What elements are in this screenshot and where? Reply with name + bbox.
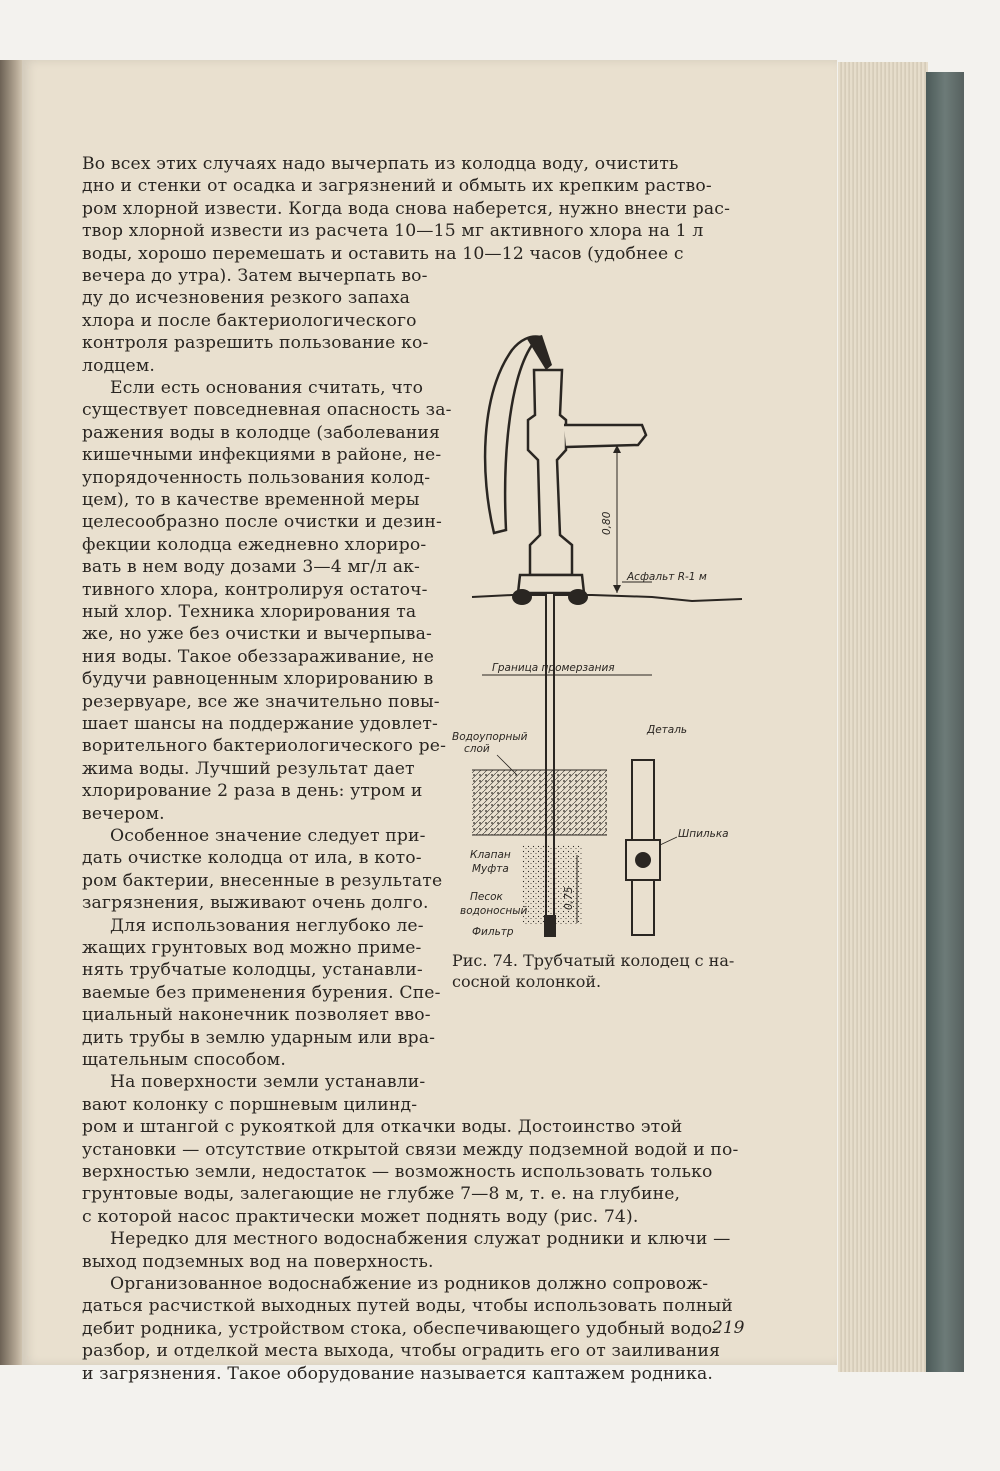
text-line: верхностью земли, недостаток — возможность использовать только <box>82 1162 713 1182</box>
label-frost: Граница промерзания <box>492 662 615 674</box>
text-line: целесообразно после очистки и дезин- <box>82 512 442 533</box>
text-line: Если есть основания считать, что <box>110 378 424 398</box>
text-line: контроля разрешить пользование ко- <box>82 333 429 354</box>
sand-zone <box>522 845 582 925</box>
text-line: Для использования неглубоко ле- <box>110 915 424 936</box>
text-line: ду до исчезновения резкого запаха <box>82 288 411 309</box>
text-line: твор хлорной извести из расчета 10—15 мг активного хлора на 1 л <box>82 221 704 242</box>
label-depth: 0,75 <box>563 886 575 910</box>
text-line: воды, хорошо перемешать и оставить на 10—12 часов (удобнее с <box>82 243 684 264</box>
text-line: вать в нем воду дозами 3—4 мг/л ак- <box>82 557 420 578</box>
text-line: резервуаре, все же значительно повы- <box>82 691 440 712</box>
label-sand-2: водоносный <box>460 905 528 917</box>
text-line: существует повседневная опасность за- <box>82 400 452 421</box>
pump-spout <box>564 425 646 447</box>
label-aquiclude-2: слой <box>464 743 490 755</box>
text-line: жащих грунтовых вод можно приме- <box>82 938 422 958</box>
page-number: 219 <box>712 1318 745 1338</box>
text-line: хлора и после бактериологического <box>82 310 417 331</box>
text-line: жима воды. Лучший результат дает <box>82 758 415 779</box>
text-line: Во всех этих случаях надо вычерпать из колодца воду, очистить <box>82 154 679 174</box>
text-line: лодцем. <box>82 355 155 376</box>
text-line: и загрязнения. Такое оборудование называется каптажем родника. <box>82 1363 713 1384</box>
label-sand-1: Песок <box>470 891 503 903</box>
text-line: даться расчисткой выходных путей воды, чтобы использовать полный <box>82 1296 733 1317</box>
text-line: ный хлор. Техника хлорирования та <box>82 602 417 622</box>
label-pin: Шпилька <box>678 828 729 840</box>
text-line: дить трубы в землю ударным или вра- <box>82 1027 436 1048</box>
detail-pipe-top <box>632 760 654 840</box>
text-line: дать очистке колодца от ила, в кото- <box>82 848 422 869</box>
text-line: Нередко для местного водоснабжения служат родники и ключи — <box>110 1229 731 1250</box>
detail-pipe-bottom <box>632 880 654 935</box>
text-line: разбор, и отделкой места выхода, чтобы оградить его от заиливания <box>82 1341 721 1362</box>
label-coupling: Муфта <box>472 863 509 875</box>
book-page <box>22 60 837 1384</box>
text-line: шает шансы на поддержание удовлет- <box>82 714 438 734</box>
text-line: будучи равноценным хлорированию в <box>82 669 434 690</box>
text-line: грунтовые воды, залегающие не глубже 7—8 м, т. е. на глубине, <box>82 1184 681 1205</box>
label-filter: Фильтр <box>472 926 514 938</box>
text-line: ром бактерии, внесенные в результате <box>82 870 443 891</box>
text-line: ваемые без применения бурения. Спе- <box>82 982 441 1003</box>
book-cover-edge <box>926 72 964 1372</box>
text-line: Особенное значение следует при- <box>110 826 426 846</box>
text-line: щательным способом. <box>82 1050 286 1070</box>
text-line: кишечными инфекциями в районе, не- <box>82 445 442 466</box>
text-line: ворительного бактериологического ре- <box>82 736 447 757</box>
text-line: цем), то в качестве временной меры <box>82 490 420 510</box>
text-line: вечером. <box>82 803 165 824</box>
label-aquiclude: Водоупорный <box>452 731 528 743</box>
caption-line-1: Рис. 74. Трубчатый колодец с на- <box>452 951 735 970</box>
text-line: ром и штангой с рукояткой для откачки воды. Достоинство этой <box>82 1117 683 1138</box>
page-block-edge <box>838 62 928 1372</box>
text-line: Организованное водоснабжение из родников должно сопровож- <box>110 1274 709 1294</box>
text-line: упорядоченность пользования колод- <box>82 467 431 488</box>
figure-caption <box>452 950 752 992</box>
text-line: фекции колодца ежедневно хлориро- <box>82 534 427 555</box>
filter <box>544 915 556 937</box>
text-line: вечера до утра). Затем вычерпать во- <box>82 266 428 286</box>
text-line: с которой насос практически может поднять воду (рис. 74). <box>82 1206 639 1227</box>
label-valve: Клапан <box>470 849 511 861</box>
text-line: тивного хлора, контролируя остаточ- <box>82 579 428 600</box>
text-line: же, но уже без очистки и вычерпыва- <box>82 624 432 645</box>
text-line: установки — отсутствие открытой связи между подземной водой и по- <box>82 1139 739 1160</box>
text-line: циальный наконечник позволяет вво- <box>82 1005 431 1026</box>
text-line: ния воды. Такое обеззараживание, не <box>82 646 435 667</box>
label-detail: Деталь <box>647 724 688 736</box>
text-line: дно и стенки от осадка и загрязнений и обмыть их крепким раство- <box>82 176 712 197</box>
left-page-edge <box>0 60 24 1365</box>
text-line: ром хлорной извести. Когда вода снова наберется, нужно внести рас- <box>82 198 731 219</box>
text-line: загрязнения, выживают очень долго. <box>82 893 429 914</box>
text-line: нять трубчатые колодцы, устанавли- <box>82 960 423 981</box>
text-line: На поверхности земли устанавли- <box>110 1072 426 1093</box>
label-asphalt: Асфальт R-1 м <box>627 571 707 583</box>
text-line: ражения воды в колодце (заболевания <box>82 422 441 443</box>
pump-well-figure <box>442 275 762 938</box>
pump-body <box>528 370 572 575</box>
text-line: вают колонку с поршневым цилинд- <box>82 1094 418 1115</box>
text-line: выход подземных вод на поверхность. <box>82 1251 434 1272</box>
label-height: 0,80 <box>601 511 613 535</box>
text-line: хлорирование 2 раза в день: утром и <box>82 781 423 802</box>
caption-line-2: сосной колонкой. <box>452 972 602 991</box>
aquiclude-layer <box>472 770 607 835</box>
text-line: дебит родника, устройством стока, обеспечивающего удобный водо- <box>82 1318 719 1339</box>
